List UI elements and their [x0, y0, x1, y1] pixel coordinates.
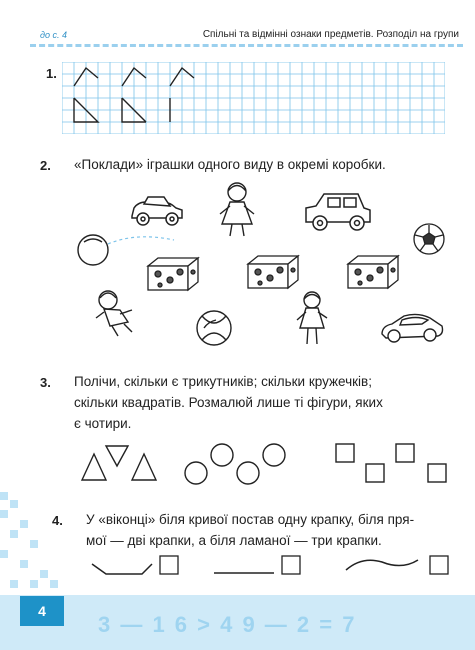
girl-doll-icon[interactable]	[294, 290, 330, 348]
square-shape	[366, 464, 384, 482]
task-1-number: 1.	[46, 66, 57, 81]
footer-chalk-math: 3 — 1 6 > 4 9 — 2 = 7	[98, 612, 357, 637]
circle-shape	[237, 462, 259, 484]
square-shape	[428, 464, 446, 482]
block-icon[interactable]	[246, 254, 300, 290]
task-2-text: «Поклади» іграшки одного виду в окремі коробки.	[74, 157, 386, 172]
triangle-shape	[82, 454, 106, 480]
page-title: Спільні та відмінні ознаки предметів. Розподіл на групи	[202, 29, 459, 40]
triangle-shape	[106, 446, 128, 466]
circles-group	[180, 440, 290, 486]
straight-line-with-box	[212, 552, 304, 580]
circle-shape	[263, 444, 285, 466]
baby-doll-icon[interactable]	[92, 288, 138, 340]
task-3-text-line-3: є чотири.	[74, 416, 132, 431]
square-shape	[336, 444, 354, 462]
page-reference: до с. 4	[40, 30, 67, 40]
beach-ball-icon[interactable]	[194, 308, 234, 348]
car-icon[interactable]	[128, 192, 186, 228]
page-number: 4	[20, 596, 64, 626]
doll-icon[interactable]	[214, 180, 260, 240]
task-4-text-line-1: У «віконці» біля кривої постав одну крапку, біля пря-	[86, 512, 415, 527]
task-3-number: 3.	[40, 375, 51, 390]
answer-box	[160, 556, 178, 574]
task-2-number: 2.	[40, 158, 51, 173]
answer-box	[282, 556, 300, 574]
broken-line-icon	[92, 564, 152, 574]
page-header	[0, 0, 475, 52]
squares-group	[334, 440, 450, 486]
header-divider	[30, 44, 463, 47]
sports-car-icon[interactable]	[378, 306, 446, 346]
block-icon[interactable]	[146, 256, 200, 292]
broken-line-with-box	[90, 552, 182, 580]
drawing-grid[interactable]	[62, 62, 445, 134]
triangle-shape	[132, 454, 156, 480]
square-shape	[396, 444, 414, 462]
jeep-icon[interactable]	[302, 188, 374, 234]
curved-line-with-box	[342, 552, 452, 580]
soccer-ball-icon[interactable]	[412, 222, 446, 256]
circle-shape	[211, 444, 233, 466]
circle-shape	[185, 462, 207, 484]
task-3-text-line-1: Полічи, скільки є трикутників; скільки кружечків;	[74, 374, 372, 389]
answer-box	[430, 556, 448, 574]
block-icon[interactable]	[346, 254, 400, 290]
curved-line-icon	[346, 560, 418, 570]
task-3-text-line-2: скільки квадратів. Розмалюй лише ті фігури, яких	[74, 395, 383, 410]
triangles-group	[78, 440, 162, 484]
task-4-text-line-2: мої — дві крапки, а біля ламаної — три крапки.	[86, 533, 382, 548]
task-4-number: 4.	[52, 513, 63, 528]
decorative-pixel-blocks	[0, 492, 70, 592]
